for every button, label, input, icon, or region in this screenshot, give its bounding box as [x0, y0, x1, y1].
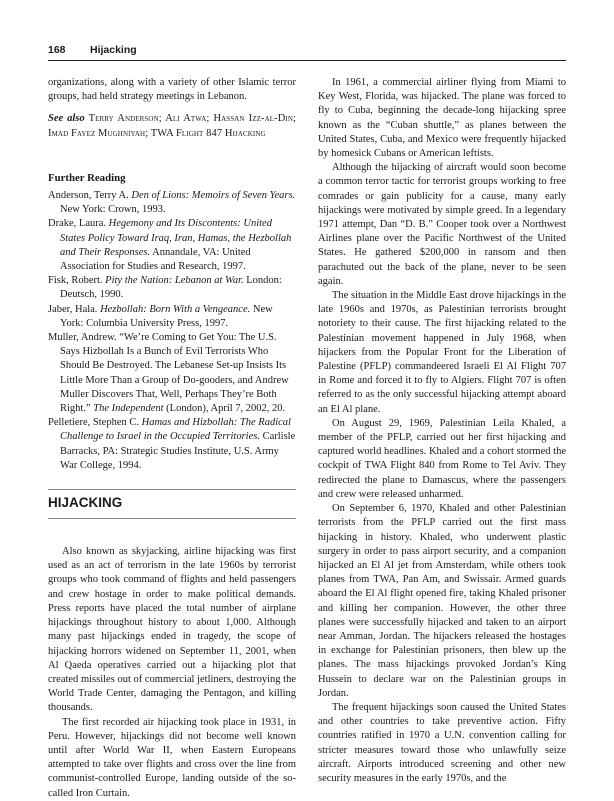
- page-number: 168: [48, 44, 66, 56]
- body-paragraph: On September 6, 1970, Khaled and other Palestinian terrorists from the PFLP carried out the first mass hijacking in history. Khaled, who underwent plastic surgery in order to pass airport security, and a companion hijacked an El Al jet from Amsterdam, while others took planes from TWA, Pan Am, and Swissair. Armed guards aboard the El Al flight opened fire, taking Khaled prisoner and killing her companion. However, the other three planes were successfully hijacked and taken to an airport near Amman, Jordan. The hijackers released the hostages in exchange for Palestinian prisoners, then blew up the planes. The mass hijackings provoked Jordan’s King Hussein to declare war on the Palestinian groups in Jordan.: [318, 503, 566, 699]
- body-paragraph: The first recorded air hijacking took place in 1931, in Peru. However, hijackings did not become well known until after World War II, when Eastern Europeans attempted to take over flights and cross over the line from communist-controlled Europe, landing outside of the so-called Iron Curtain.: [48, 716, 296, 799]
- header-rule: [48, 60, 566, 61]
- reference-item: Jaber, Hala. Hezbollah: Born With a Vengeance. New York: Columbia University Press, 1997.: [48, 303, 273, 329]
- body-paragraph: Also known as skyjacking, airline hijacking was first used as an act of terrorism in the late 1960s by terrorist groups who took command of flights and held passengers and crew hostage in order to make political demands. Press reports have placed the total number of airplane hijackings throughout history to about 1,000. Although many past hijackings ended in tragedy, the scope of hijacking horrors widened on September 11, 2001, when Al Qaeda operatives carried out a hijacking plot that created missiles out of commercial jetliners, destroying the World Trade Center, damaging the Pentagon, and killing thousands.: [48, 546, 296, 714]
- see-also-lead: See also: [48, 113, 85, 125]
- body-paragraph: On August 29, 1969, Palestinian Leila Khaled, a member of the PFLP, carried out her first hijacking and captured world headlines. Khaled and a cohort stormed the cockpit of TWA Flight 840 from Rome to Tel Aviv. They redirected the plane to Damascus, where the passengers and crew were released unharmed.: [318, 417, 566, 500]
- page-header: [48, 42, 566, 58]
- reference-list: [48, 189, 296, 473]
- reference-item: Muller, Andrew. “We’re Coming to Get You: The U.S. Says Hizbollah Is a Bunch of Evil Terrorists Who Should Be Destroyed. The Lebanese Set-up Insists Its Little More Than a Group of Do-gooders, and Andrew Muller Discovers That, Well, Perhaps They’re Both Right.” The Independent (London), April 7, 2002, 20.: [48, 332, 289, 415]
- further-reading-heading: Further Reading: [48, 171, 126, 184]
- section-heading: HIJACKING: [48, 495, 123, 511]
- running-title: Hijacking: [90, 44, 137, 56]
- reference-item: Pelletiere, Stephen C. Hamas and Hizbollah: The Radical Challenge to Israel in the Occupied Territories. Carlisle Barracks, PA: Strategic Studies Institute, U.S. Army War College, 1994.: [48, 417, 296, 471]
- reference-item: Fisk, Robert. Pity the Nation: Lebanon at War. London: Deutsch, 1990.: [48, 275, 282, 301]
- left-column: [48, 76, 296, 801]
- body-paragraph: Although the hijacking of aircraft would soon become a common terror tactic for terrorist groups working to free comrades or gain publicity for a cause, many early hijackings were motivated by simple greed. In a legendary 1971 attempt, Dan “D. B.” Cooper took over a Northwest Airlines plane over the Pacific Northwest of the United States. He gathered $200,000 in ransom and then parachuted out the back of the plane, never to be seen again.: [318, 162, 566, 287]
- intro-paragraph: organizations, along with a variety of other Islamic terror groups, had held strategy meetings in Lebanon.: [48, 77, 296, 103]
- body-paragraph: In 1961, a commercial airliner flying from Miami to Key West, Florida, was hijacked. The plane was forced to fly to Cuba, beginning the decade-long hijacking spree known as the “Cuban shuttle,” as planes between the United States, Cuba, and Mexico were frequently hijacked by homesick Cubans or American leftists.: [318, 77, 566, 160]
- body-paragraph: The frequent hijackings soon caused the United States and other countries to take preventive action. Fifty countries ratified in 1970 a U.N. convention calling for stricter measures toward those who unlawfully seize aircraft. Airports introduced screening and other new security measures in the early 1970s, and the: [318, 701, 566, 784]
- reference-item: Anderson, Terry A. Den of Lions: Memoirs of Seven Years. New York: Crown, 1993.: [48, 190, 296, 216]
- right-column: [318, 76, 566, 786]
- section-heading-box: [48, 489, 296, 519]
- see-also: [48, 112, 296, 140]
- see-also-refs: Terry Anderson; Ali Atwa; Hassan Izz-al-Din; Imad Fayez Mughniyah; TWA Flight 847 Hijacking: [48, 113, 297, 139]
- body-paragraph: The situation in the Middle East drove hijackings in the late 1960s and 1970s, as Palestinian terrorists brought notoriety to their cause. The first hijacking related to the Palestinian movement happened in July 1968, when hijackers from the Popular Front for the Liberation of Palestine (PFLP) commandeered Israeli El Al Flight 707 in Rome and forced it to fly to Algiers. Flight 707 is often referred to as the only successful hijacking attempt aboard an El Al plane.: [318, 290, 566, 415]
- reference-item: Drake, Laura. Hegemony and Its Discontents: United States Policy Toward Iraq, Iran, Hamas, the Hezbollah and Their Responses. Annandale, VA: United Association for Studies and Research, 1997.: [48, 218, 292, 273]
